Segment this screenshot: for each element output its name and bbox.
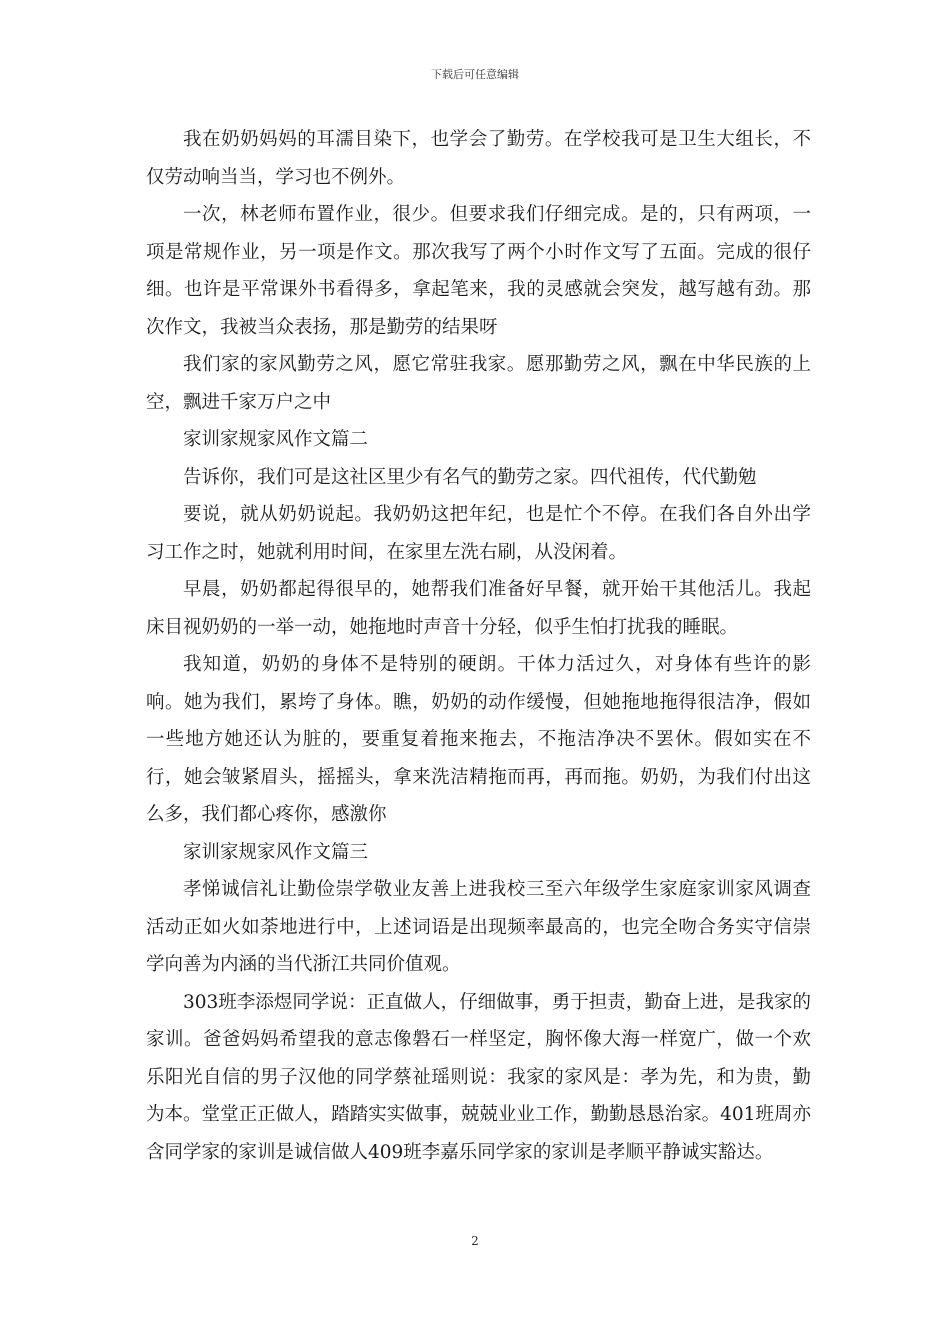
paragraph: 要说，就从奶奶说起。我奶奶这把年纪，也是忙个不停。在我们各自外出学习工作之时，她就利用时间，在家里左洗右刷，从没闲着。 bbox=[146, 504, 811, 563]
section-heading: 家训家规家风作文篇二 bbox=[183, 429, 369, 450]
paragraph: 我们家的家风勤劳之风，愿它常驻我家。愿那勤劳之风，飘在中华民族的上空，飘进千家万户之中 bbox=[146, 354, 811, 413]
paragraph: 我知道，奶奶的身体不是特别的硬朗。干体力活过久，对身体有些许的影响。她为我们，累垮了身体。瞧，奶奶的动作缓慢，但她拖地拖得很洁净，假如一些地方她还认为脏的，要重复着拖来拖去，不拖洁净决不罢休。假如实在不行，她会皱紧眉头，摇摇头，拿来洗洁精拖而再，再而拖。奶奶，为我们付出这么多，我们都心疼你，感激你 bbox=[146, 654, 811, 825]
section-heading: 家训家规家风作文篇三 bbox=[183, 841, 369, 863]
paragraph: 告诉你，我们可是这社区里少有名气的勤劳之家。四代祖传，代代勤勉 bbox=[183, 466, 757, 488]
paragraph: 一次，林老师布置作业，很少。但要求我们仔细完成。是的，只有两项，一项是常规作业，另一项是作文。那次我写了两个小时作文写了五面。完成的很仔细。也许是平常课外书看得多，拿起笔来，我的灵感就会突发，越写越有劲。那次作文，我被当众表扬，那是勤劳的结果呀 bbox=[146, 204, 811, 338]
document-body bbox=[146, 121, 811, 1171]
paragraph: 我在奶奶妈妈的耳濡目染下，也学会了勤劳。在学校我可是卫生大组长，不仅劳动响当当，学习也不例外。 bbox=[146, 129, 811, 188]
page-number: 2 bbox=[471, 1234, 479, 1248]
paragraph: 孝悌诚信礼让勤俭崇学敬业友善上进我校三至六年级学生家庭家训家风调查活动正如火如荼地进行中，上述词语是出现频率最高的，也完全吻合务实守信崇学向善为内涵的当代浙江共同价值观。 bbox=[146, 879, 811, 975]
header-note: 下载后可任意编辑 bbox=[431, 68, 519, 81]
paragraph: 早晨，奶奶都起得很早的，她帮我们准备好早餐，就开始干其他活儿。我起床目视奶奶的一举一动，她拖地时声音十分轻，似乎生怕打扰我的睡眠。 bbox=[146, 579, 811, 638]
paragraph: 303班李添煜同学说：正直做人，仔细做事，勇于担责，勤奋上进，是我家的家训。爸爸妈妈希望我的意志像磐石一样坚定，胸怀像大海一样宽广，做一个欢乐阳光自信的男子汉他的同学蔡祉瑶则说：我家的家风是：孝为先，和为贵，勤为本。堂堂正正做人，踏踏实实做事，兢兢业业工作，勤勤恳恳治家。401班周亦含同学家的家训是诚信做人409班李嘉乐同学家的家训是孝顺平静诚实豁达。 bbox=[146, 991, 811, 1163]
